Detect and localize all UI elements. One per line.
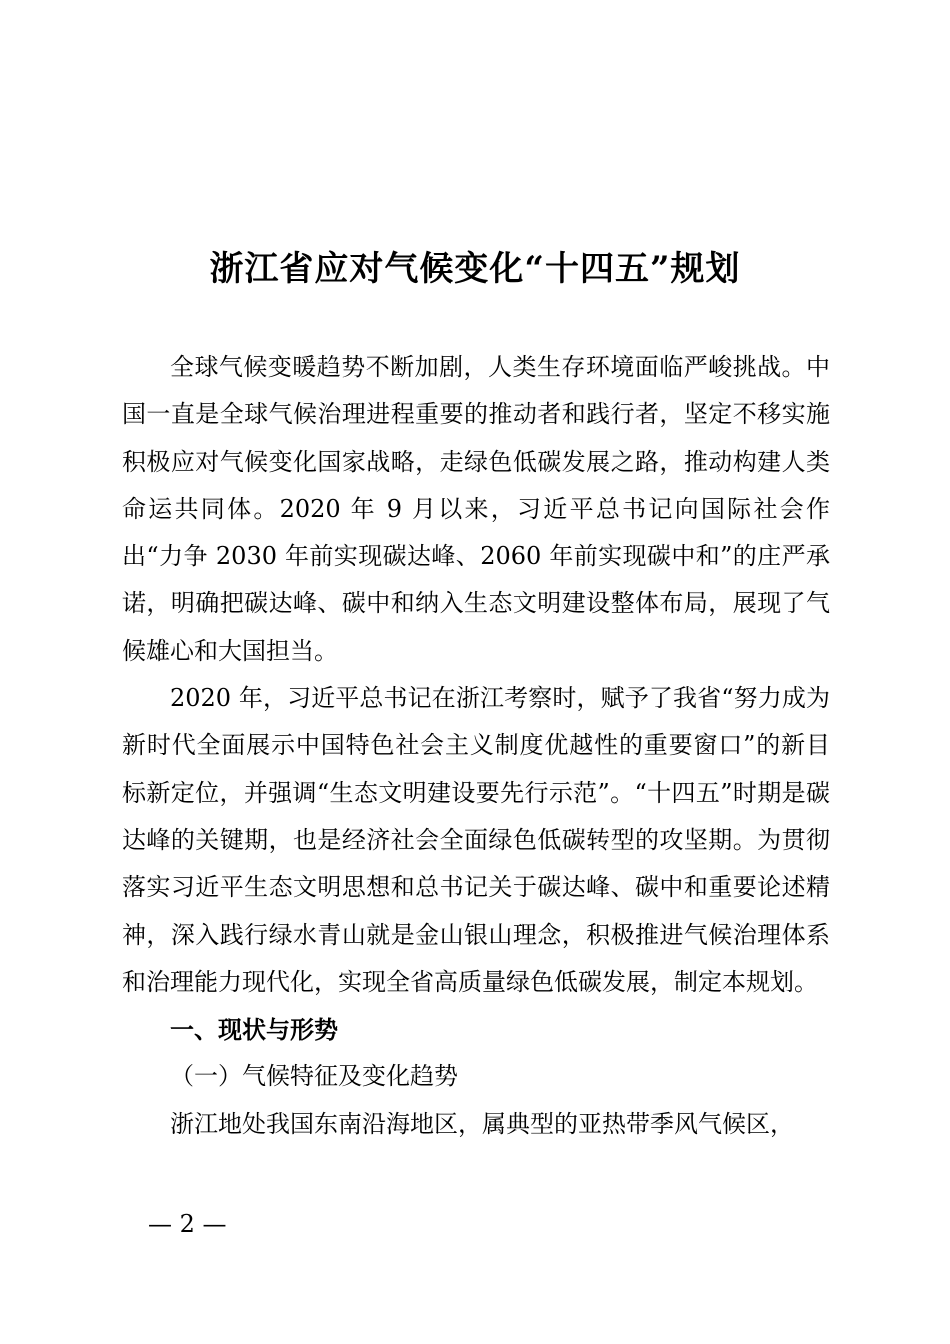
section-heading: 一、现状与形势 xyxy=(170,1015,338,1045)
paragraph-intro: 全球气候变暖趋势不断加剧，人类生存环境面临严峻挑战。中国一直是全球气候治理进程重要的推动者和践行者，坚定不移实施积极应对气候变化国家战略，走绿色低碳发展之路，推动构建人类命运共同体。2020 年 9 月以来，习近平总书记向国际社会作出“力争 2030 年前实现碳达峰、2060 年前实现碳中和”的庄严承诺，明确把碳达峰、碳中和纳入生态文明建设整体布局，展现了气候雄心和大国担当。 xyxy=(122,353,830,665)
paragraph-background: 2020 年，习近平总书记在浙江考察时，赋予了我省“努力成为新时代全面展示中国特色社会主义制度优越性的重要窗口”的新目标新定位，并强调“生态文明建设要先行示范”。“十四五”时期是碳达峰的关键期，也是经济社会全面绿色低碳转型的攻坚期。为贯彻落实习近平生态文明思想和总书记关于碳达峰、碳中和重要论述精神，深入践行绿水青山就是金山银山理念，积极推进气候治理体系和治理能力现代化，实现全省高质量绿色低碳发展，制定本规划。 xyxy=(122,684,830,996)
document-body xyxy=(122,344,830,1148)
document-title: 浙江省应对气候变化“十四五”规划 xyxy=(209,249,741,289)
paragraph-climate: 浙江地处我国东南沿海地区，属典型的亚热带季风气候区， xyxy=(170,1109,794,1138)
page-number: — 2 — xyxy=(148,1210,227,1238)
subsection-heading: （一）气候特征及变化趋势 xyxy=(170,1062,458,1091)
